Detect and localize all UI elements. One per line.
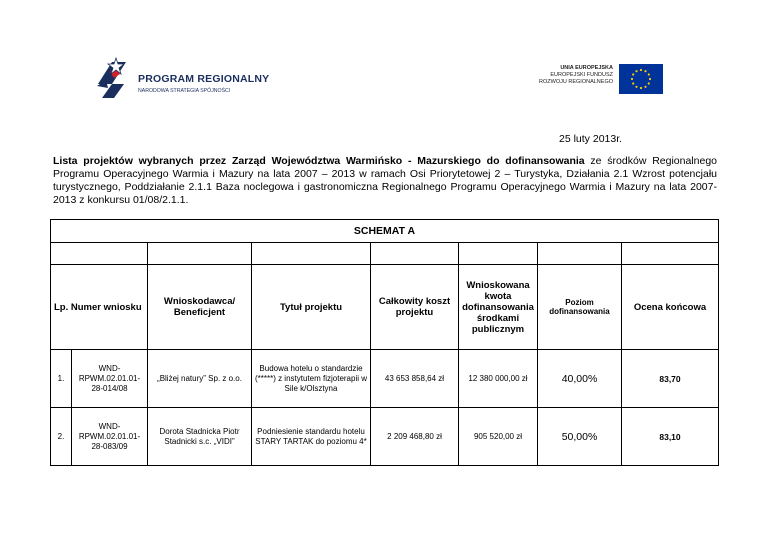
eu-star-icon: [631, 78, 633, 80]
eu-logo: [533, 64, 663, 96]
header-number: Numer wniosku: [70, 301, 142, 313]
row-title: Podniesienie standardu hotelu STARY TARTAK do poziomu 4*: [252, 408, 371, 466]
header-lp: Lp.: [54, 301, 69, 313]
eu-star-icon: [632, 82, 634, 84]
eu-flag-icon: [619, 64, 663, 94]
eu-star-icon: [648, 82, 650, 84]
header-lp-number: [51, 265, 148, 350]
logo-title: PROGRAM REGIONALNY: [138, 73, 270, 85]
row-score: 83,10: [622, 408, 719, 466]
row-number: WND-RPWM.02.01.01-28-014/08: [72, 350, 148, 408]
eu-star-icon: [648, 73, 650, 75]
row-score: 83,70: [622, 350, 719, 408]
header-score: Ocena końcowa: [622, 265, 719, 350]
eu-star-icon: [632, 73, 634, 75]
eu-line-3: ROZWOJU REGIONALNEGO: [539, 79, 613, 85]
row-lp: 2.: [51, 408, 72, 466]
row-lp: 1.: [51, 350, 72, 408]
eu-star-icon: [649, 78, 651, 80]
document-date: 25 luty 2013r.: [559, 133, 623, 145]
table-row: [51, 350, 719, 408]
eu-star-icon: [640, 87, 642, 89]
table-header-row: [51, 265, 719, 350]
row-level: 40,00%: [538, 350, 622, 408]
row-requested: 905 520,00 zł: [459, 408, 538, 466]
row-total-cost: 2 209 468,80 zł: [371, 408, 459, 466]
eu-star-icon: [640, 69, 642, 71]
row-title: Budowa hotelu o standardzie (*****) z instytutem fizjoterapii w Sile k/Olsztyna: [252, 350, 371, 408]
program-regionalny-logo: [96, 56, 276, 100]
header-level: Poziom dofinansowania: [538, 265, 622, 350]
row-applicant: „Bliżej natury” Sp. z o.o.: [148, 350, 252, 408]
program-regionalny-emblem-icon: [96, 56, 136, 100]
eu-logo-text: [539, 65, 613, 86]
header-requested: Wnioskowana kwota dofinansowania środkami publicznym: [459, 265, 538, 350]
header-total-cost: Całkowity koszt projektu: [371, 265, 459, 350]
eu-line-1: UNIA EUROPEJSKA: [560, 65, 613, 71]
eu-star-icon: [644, 86, 646, 88]
section-title: SCHEMAT A: [51, 220, 719, 243]
row-applicant: Dorota Stadnicka Piotr Stadnicki s.c. „VIDI”: [148, 408, 252, 466]
logo-subtitle: NARODOWA STRATEGIA SPÓJNOŚCI: [138, 88, 231, 94]
header-applicant: Wnioskodawca/ Beneficjent: [148, 265, 252, 350]
eu-star-icon: [635, 70, 637, 72]
eu-star-icon: [635, 86, 637, 88]
intro-bold: Lista projektów wybranych przez Zarząd Województwa Warmińsko - Mazurskiego do dofinansowania: [53, 155, 585, 167]
eu-line-2: EUROPEJSKI FUNDUSZ: [550, 72, 613, 78]
projects-table: [50, 219, 719, 466]
row-total-cost: 43 653 858,64 zł: [371, 350, 459, 408]
document-intro: [53, 155, 717, 207]
table-row: [51, 408, 719, 466]
header-title: Tytuł projektu: [252, 265, 371, 350]
row-number: WND-RPWM.02.01.01-28-083/09: [72, 408, 148, 466]
eu-star-icon: [644, 70, 646, 72]
row-requested: 12 380 000,00 zł: [459, 350, 538, 408]
row-level: 50,00%: [538, 408, 622, 466]
intro-rest: ze środków Regionalnego Programu Operacyjnego Warmia i Mazury na lata 2007 – 2013 w ramach Osi Priorytetowej 2 – Turystyka, Działania 2.1 Wzrost potencjału turystycznego, Poddziałanie 2.1.1 Baza noclegowa i gastronomiczna Regionalnego Programu Operacyjnego Warmia i Mazury na lata 2007-2013 z konkursu 01/08/2.1.1.: [53, 155, 717, 206]
